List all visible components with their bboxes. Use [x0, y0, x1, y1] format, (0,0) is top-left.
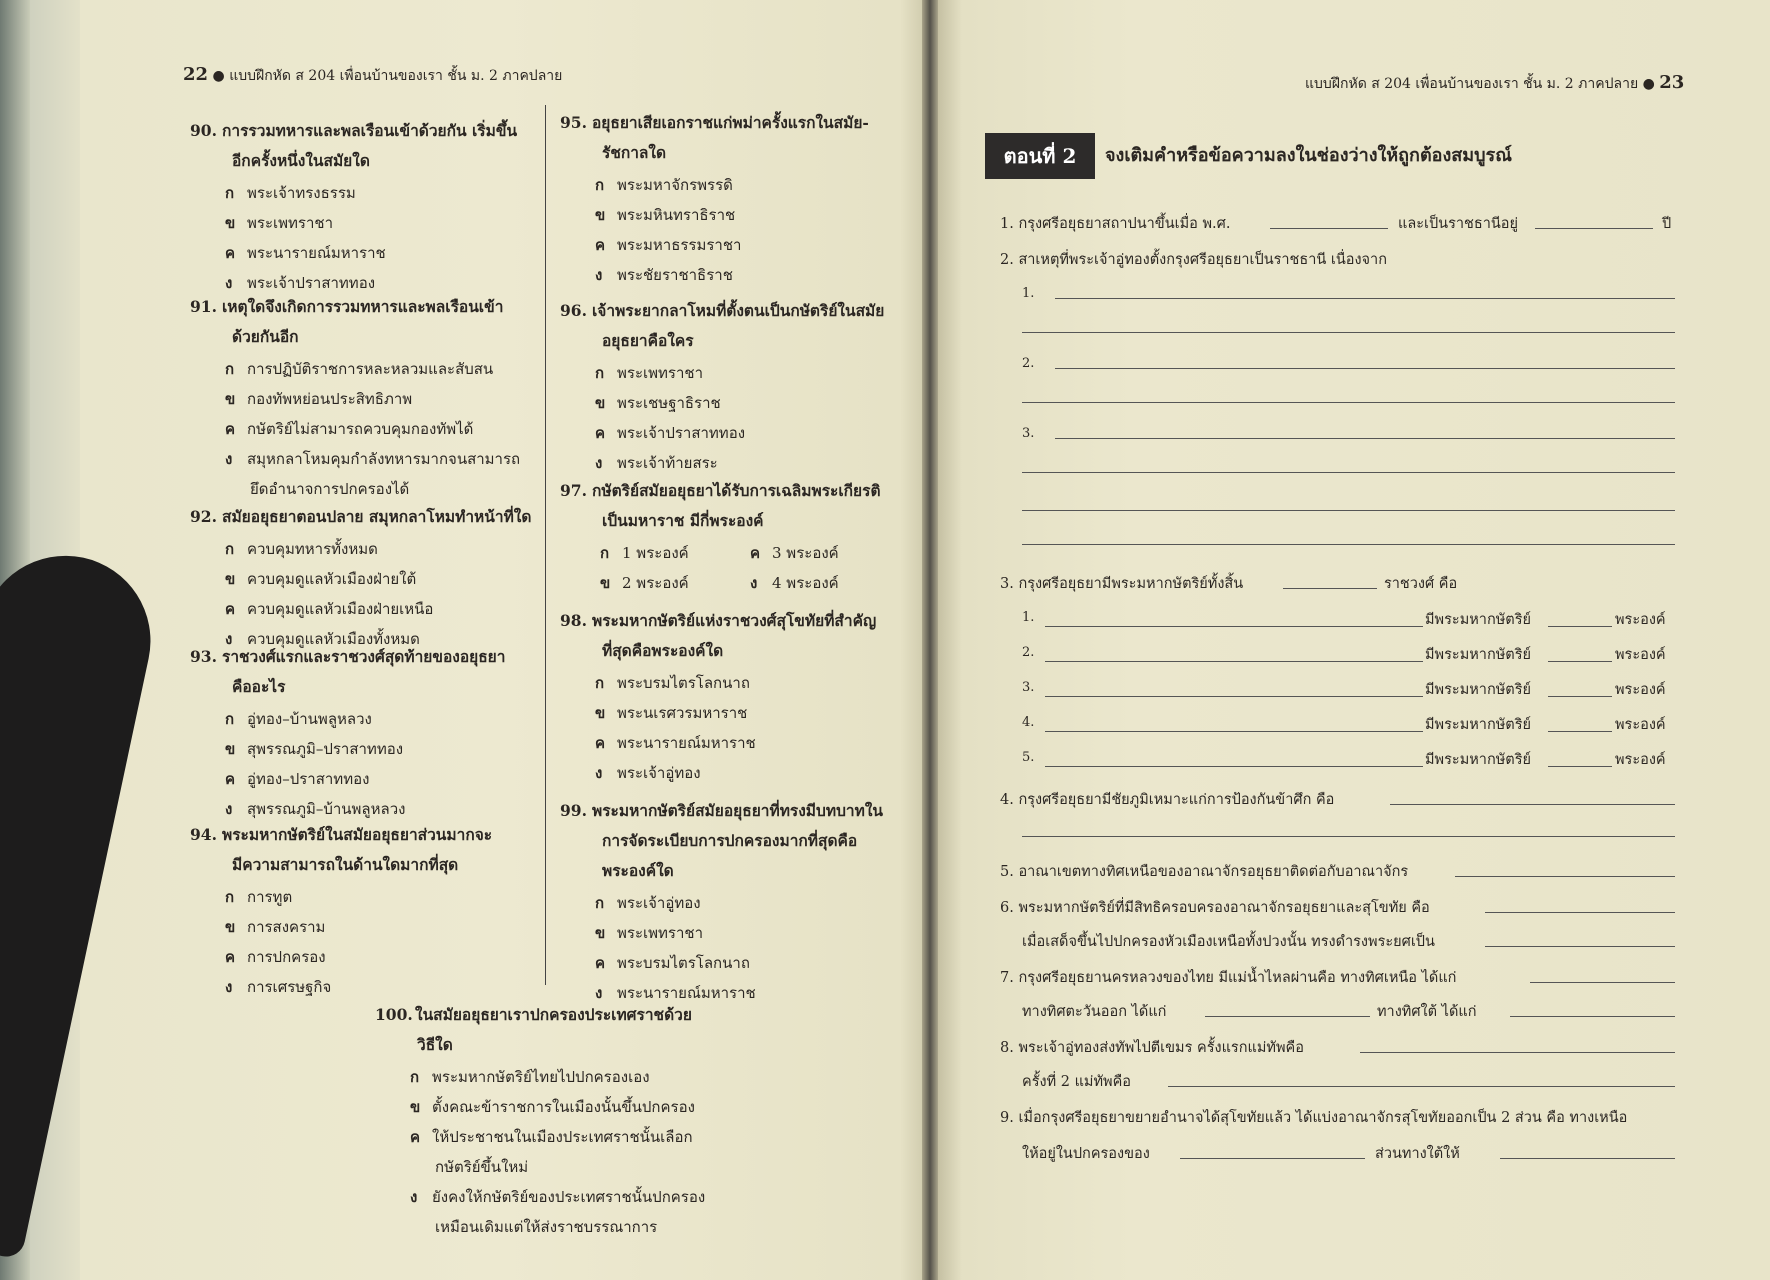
q3-end-text: พระองค์	[1615, 612, 1666, 628]
question-text: วิธีใด	[417, 1035, 453, 1054]
option-text: การทูต	[247, 888, 293, 906]
option-text: พระนารายณ์มหาราช	[247, 244, 386, 262]
answer-line	[1548, 661, 1612, 662]
question-text: ในสมัยอยุธยาเราปกครองประเทศราชด้วย	[415, 1005, 692, 1024]
answer-line	[1548, 766, 1612, 767]
option-letter: ง	[225, 800, 233, 818]
option-letter: ง	[595, 266, 603, 284]
answer-option	[225, 211, 333, 235]
answer-option	[225, 181, 356, 205]
q3-mid-text: มีพระมหากษัตริย์	[1425, 752, 1531, 768]
option-letter: ง	[595, 454, 603, 472]
option-text: สมุหกลาโหมคุมกำลังทหารมากจนสามารถ	[247, 450, 521, 468]
q3-item-number: 5.	[1022, 750, 1035, 765]
answer-line	[1045, 661, 1423, 662]
answer-option	[225, 797, 405, 821]
q4-text: 4. กรุงศรีอยุธยามีชัยภูมิเหมาะแก่การป้องกันข้าศึก คือ	[1000, 792, 1335, 808]
answer-option: ง 4 พระองค์	[750, 574, 839, 592]
answer-line	[1055, 438, 1675, 439]
q3-mid-text: มีพระมหากษัตริย์	[1425, 682, 1531, 698]
question-text: เหตุใดจึงเกิดการรวมทหารและพลเรือนเข้า	[222, 297, 504, 316]
option-letter: ข	[225, 390, 236, 408]
answer-option: ก 1 พระองค์	[600, 544, 689, 562]
option-letter: ง	[410, 1188, 418, 1206]
option-letter: ข	[225, 918, 236, 936]
option-text: ควบคุมดูแลหัวเมืองฝ่ายใต้	[247, 570, 417, 588]
option-text: พระชัยราชาธิราช	[617, 266, 733, 284]
option-text: พระนเรศวรมหาราช	[617, 704, 748, 722]
answer-option	[225, 885, 292, 909]
section-label: ตอนที่ 2	[985, 133, 1095, 179]
answer-option	[595, 263, 733, 287]
q6-text-b: เมื่อเสด็จขึ้นไปปกครองหัวเมืองเหนือทั้งปวงนั้น ทรงดำรงพระยศเป็น	[1022, 934, 1435, 950]
question-text: ที่สุดคือพระองค์ใด	[602, 641, 724, 660]
option-letter: ค	[410, 1128, 421, 1146]
option-text: พระเพทราชา	[617, 364, 703, 382]
option-text: พระบรมไตรโลกนาถ	[617, 674, 750, 692]
answer-option	[595, 391, 721, 415]
answer-line	[1485, 912, 1675, 913]
option-text: อู่ทอง–บ้านพลูหลวง	[247, 710, 372, 728]
option-letter: ก	[225, 184, 235, 202]
option-letter: ค	[225, 770, 236, 788]
option-letter: ข	[595, 394, 606, 412]
answer-line	[1530, 982, 1675, 983]
answer-option	[225, 241, 386, 265]
option-text: พระเจ้าอู่ทอง	[617, 764, 701, 782]
answer-line	[1022, 402, 1675, 403]
answer-line	[1510, 1016, 1675, 1017]
q3-item-number: 1.	[1022, 610, 1035, 625]
question-number: 94.	[190, 825, 217, 844]
answer-option	[595, 921, 703, 945]
option-text: พระเจ้าทรงธรรม	[247, 184, 356, 202]
question-number: 95.	[560, 113, 587, 132]
q3-end-text: พระองค์	[1615, 682, 1666, 698]
option-letter: ค	[225, 600, 236, 618]
answer-line	[1548, 626, 1612, 627]
question-number: 93.	[190, 647, 217, 666]
option-text: การเศรษฐกิจ	[247, 978, 332, 996]
option-letter: ค	[225, 420, 236, 438]
option-letter: ก	[225, 710, 235, 728]
answer-option: ค 3 พระองค์	[750, 544, 839, 562]
answer-line	[1535, 228, 1653, 229]
q8-text-a: 8. พระเจ้าอู่ทองส่งทัพไปตีเขมร ครั้งแรกแม่ทัพคือ	[1000, 1040, 1304, 1056]
option-letter: ข	[595, 206, 606, 224]
option-text: พระเจ้าปราสาททอง	[617, 424, 746, 442]
question-number: 92.	[190, 507, 217, 526]
option-text: ยังคงให้กษัตริย์ของประเทศราชนั้นปกครอง	[432, 1188, 706, 1206]
answer-line	[1500, 1158, 1675, 1159]
q3-item-number: 2.	[1022, 645, 1035, 660]
answer-line	[1205, 1016, 1370, 1017]
answer-line	[1022, 510, 1675, 511]
q9-text-b: ให้อยู่ในปกครองของ	[1022, 1146, 1150, 1162]
answer-option	[225, 737, 403, 761]
answer-option	[410, 1125, 693, 1149]
bullet-icon: ●	[212, 68, 230, 84]
question-text: สมัยอยุธยาตอนปลาย สมุหกลาโหมทำหน้าที่ใด	[222, 507, 532, 526]
column-divider	[545, 105, 546, 985]
option-text: ควบคุมดูแลหัวเมืองฝ่ายเหนือ	[247, 600, 434, 618]
option-text: การปกครอง	[247, 948, 326, 966]
q9-text-a: 9. เมื่อกรุงศรีอยุธยาขยายอำนาจได้สุโขทัยแล้ว ได้แบ่งอาณาจักรสุโขทัยออกเป็น 2 ส่วน คือ ทางเหนือ	[1000, 1110, 1628, 1126]
option-letter: ก	[595, 894, 605, 912]
right-header	[1305, 72, 1684, 95]
option-text: ให้ประชาชนในเมืองประเทศราชนั้นเลือก	[432, 1128, 693, 1146]
q3-end-text: พระองค์	[1615, 752, 1666, 768]
answer-option	[595, 421, 745, 445]
q1-text-b: และเป็นราชธานีอยู่	[1398, 216, 1518, 232]
question-text: พระมหากษัตริย์ในสมัยอยุธยาส่วนมากจะ	[222, 825, 493, 844]
option-letter: ข	[225, 570, 236, 588]
q3-end-text: พระองค์	[1615, 717, 1666, 733]
answer-option	[595, 451, 718, 475]
answer-option	[225, 567, 416, 591]
question-text: มีความสามารถในด้านใดมากที่สุด	[232, 855, 459, 874]
q3-end-text: พระองค์	[1615, 647, 1666, 663]
option-letter: ง	[225, 450, 233, 468]
q3-text-a: 3. กรุงศรีอยุธยามีพระมหากษัตริย์ทั้งสิ้น	[1000, 576, 1244, 592]
answer-option	[595, 233, 741, 257]
answer-line	[1548, 696, 1612, 697]
option-letter: ข	[595, 924, 606, 942]
q7-text-b: ทางทิศตะวันออก ได้แก่	[1022, 1004, 1167, 1020]
q1-text-c: ปี	[1662, 216, 1672, 232]
q3-item-number: 3.	[1022, 680, 1035, 695]
option-letter: ข	[595, 704, 606, 722]
question-text: เป็นมหาราช มีกี่พระองค์	[602, 511, 764, 530]
answer-line	[1455, 876, 1675, 877]
question-number: 90.	[190, 121, 217, 140]
option-text: พระนารายณ์มหาราช	[617, 984, 756, 1002]
q3-item-number: 4.	[1022, 715, 1035, 730]
option-text: ควบคุมดูแลหัวเมืองทั้งหมด	[247, 630, 420, 648]
question-number: 91.	[190, 297, 217, 316]
question-number: 98.	[560, 611, 587, 630]
option-letter: ค	[225, 948, 236, 966]
option-text: พระเชษฐาธิราช	[617, 394, 721, 412]
q5-text: 5. อาณาเขตทางทิศเหนือของอาณาจักรอยุธยาติดต่อกับอาณาจักร	[1000, 864, 1409, 880]
option-letter: ค	[595, 954, 606, 972]
option-letter: ค	[595, 734, 606, 752]
q3-mid-text: มีพระมหากษัตริย์	[1425, 612, 1531, 628]
answer-option	[225, 915, 325, 939]
answer-option	[225, 447, 520, 471]
left-header-title: แบบฝึกหัด ส 204 เพื่อนบ้านของเรา ชั้น ม. 2 ภาคปลาย	[229, 68, 563, 84]
answer-line	[1485, 946, 1675, 947]
answer-option	[225, 975, 331, 999]
q3-text-b: ราชวงศ์ คือ	[1384, 576, 1458, 592]
option-letter: ค	[595, 236, 606, 254]
answer-option	[595, 203, 735, 227]
option-text: พระมหากษัตริย์ไทยไปปกครองเอง	[432, 1068, 650, 1086]
option-letter: ก	[225, 540, 235, 558]
option-letter: ง	[225, 630, 233, 648]
question-text: อีกครั้งหนึ่งในสมัยใด	[232, 151, 370, 170]
answer-line	[1022, 472, 1675, 473]
option-text: พระบรมไตรโลกนาถ	[617, 954, 750, 972]
answer-option	[595, 761, 701, 785]
answer-option	[595, 891, 701, 915]
option-text: ควบคุมทหารทั้งหมด	[247, 540, 378, 558]
option-letter: ก	[225, 888, 235, 906]
left-header	[183, 64, 562, 87]
right-header-title: แบบฝึกหัด ส 204 เพื่อนบ้านของเรา ชั้น ม. 2 ภาคปลาย	[1305, 76, 1639, 92]
answer-line	[1045, 766, 1423, 767]
section-title: จงเติมคำหรือข้อความลงในช่องว่างให้ถูกต้องสมบูรณ์	[1105, 145, 1512, 166]
option-letter: ก	[595, 674, 605, 692]
question-number: 96.	[560, 301, 587, 320]
option-text: อู่ทอง–ปราสาททอง	[247, 770, 370, 788]
question-text: การรวมทหารและพลเรือนเข้าด้วยกัน เริ่มขึ้น	[222, 121, 518, 140]
option-text: พระมหาธรรมราชา	[617, 236, 742, 254]
answer-option	[410, 1065, 650, 1089]
q9-text-c: ส่วนทางใต้ให้	[1375, 1146, 1460, 1162]
answer-line	[1045, 731, 1423, 732]
answer-line	[1548, 731, 1612, 732]
q1-text-a: 1. กรุงศรีอยุธยาสถาปนาขึ้นเมื่อ พ.ศ.	[1000, 216, 1231, 232]
answer-option	[595, 173, 733, 197]
answer-option	[595, 671, 750, 695]
q6-text-a: 6. พระมหากษัตริย์ที่มีสิทธิครอบครองอาณาจักรอยุธยาและสุโขทัย คือ	[1000, 900, 1430, 916]
question-text: รัชกาลใด	[602, 143, 667, 162]
option-letter: ก	[225, 360, 235, 378]
option-letter: ง	[225, 274, 233, 292]
answer-option	[225, 537, 378, 561]
question-text: ด้วยกันอีก	[232, 327, 299, 346]
option-continuation: กษัตริย์ขึ้นใหม่	[435, 1158, 529, 1176]
answer-option	[225, 945, 326, 969]
answer-line	[1055, 368, 1675, 369]
question-text: พระมหากษัตริย์แห่งราชวงศ์สุโขทัยที่สำคัญ	[592, 611, 877, 630]
option-text: พระเจ้าอู่ทอง	[617, 894, 701, 912]
q2-item-number: 2.	[1022, 356, 1035, 371]
option-text: พระเพทราชา	[247, 214, 333, 232]
option-continuation: เหมือนเดิมแต่ให้ส่งราชบรรณาการ	[435, 1218, 658, 1236]
option-text: พระเจ้าท้ายสระ	[617, 454, 718, 472]
answer-line	[1022, 836, 1675, 837]
question-text: อยุธยาคือใคร	[602, 331, 694, 350]
question-number: 100.	[375, 1005, 413, 1024]
option-text: ตั้งคณะข้าราชการในเมืองนั้นขึ้นปกครอง	[432, 1098, 695, 1116]
q2-text: 2. สาเหตุที่พระเจ้าอู่ทองตั้งกรุงศรีอยุธยาเป็นราชธานี เนื่องจาก	[1000, 252, 1387, 268]
option-letter: ค	[595, 424, 606, 442]
answer-line	[1022, 332, 1675, 333]
answer-option	[595, 701, 747, 725]
answer-option	[225, 357, 493, 381]
answer-line	[1045, 626, 1423, 627]
answer-option	[410, 1185, 705, 1209]
answer-line	[1390, 804, 1675, 805]
answer-option	[410, 1095, 695, 1119]
bullet-icon: ●	[1642, 76, 1660, 92]
option-text: การปฏิบัติราชการหละหลวมและสับสน	[247, 360, 494, 378]
question-text: การจัดระเบียบการปกครองมากที่สุดคือ	[602, 831, 858, 850]
option-letter: ง	[225, 978, 233, 996]
answer-option	[225, 707, 372, 731]
q8-text-b: ครั้งที่ 2 แม่ทัพคือ	[1022, 1074, 1131, 1090]
option-text: พระเจ้าปราสาททอง	[247, 274, 376, 292]
option-letter: ง	[595, 764, 603, 782]
q2-item-number: 3.	[1022, 426, 1035, 441]
answer-line	[1022, 544, 1675, 545]
answer-option	[595, 361, 703, 385]
q2-item-number: 1.	[1022, 286, 1035, 301]
option-letter: ก	[595, 364, 605, 382]
option-letter: ค	[225, 244, 236, 262]
answer-line	[1168, 1086, 1675, 1087]
answer-line	[1045, 696, 1423, 697]
answer-option	[225, 597, 433, 621]
option-text: พระมหินทราธิราช	[617, 206, 736, 224]
option-letter: ง	[595, 984, 603, 1002]
q3-mid-text: มีพระมหากษัตริย์	[1425, 647, 1531, 663]
answer-option	[595, 731, 756, 755]
answer-option	[225, 417, 473, 441]
right-page-number: 23	[1659, 72, 1685, 93]
q7-text-c: ทางทิศใต้ ได้แก่	[1377, 1004, 1477, 1020]
option-text: การสงคราม	[247, 918, 326, 936]
answer-line	[1270, 228, 1388, 229]
question-text: พระมหากษัตริย์สมัยอยุธยาที่ทรงมีบทบาทใน	[592, 801, 884, 820]
option-letter: ข	[225, 214, 236, 232]
answer-option	[225, 767, 369, 791]
answer-line	[1055, 298, 1675, 299]
option-text: สุพรรณภูมิ–ปราสาททอง	[247, 740, 404, 758]
option-text: กองทัพหย่อนประสิทธิภาพ	[247, 390, 413, 408]
question-text: กษัตริย์สมัยอยุธยาได้รับการเฉลิมพระเกียรติ	[592, 481, 881, 500]
option-letter: ก	[595, 176, 605, 194]
question-number: 97.	[560, 481, 587, 500]
option-text: กษัตริย์ไม่สามารถควบคุมกองทัพได้	[247, 420, 474, 438]
option-text: พระนารายณ์มหาราช	[617, 734, 756, 752]
question-number: 99.	[560, 801, 587, 820]
answer-line	[1180, 1158, 1365, 1159]
answer-option: ข 2 พระองค์	[600, 574, 689, 592]
question-text: อยุธยาเสียเอกราชแก่พม่าครั้งแรกในสมัย-	[592, 113, 869, 132]
book-gutter	[922, 0, 938, 1280]
option-text: พระมหาจักรพรรดิ	[617, 176, 733, 194]
question-text: ราชวงศ์แรกและราชวงศ์สุดท้ายของอยุธยา	[222, 647, 506, 666]
q7-text-a: 7. กรุงศรีอยุธยานครหลวงของไทย มีแม่น้ำไหลผ่านคือ ทางทิศเหนือ ได้แก่	[1000, 970, 1457, 986]
answer-line	[1283, 588, 1377, 589]
question-text: พระองค์ใด	[602, 861, 674, 880]
option-letter: ข	[410, 1098, 421, 1116]
q3-mid-text: มีพระมหากษัตริย์	[1425, 717, 1531, 733]
option-text: สุพรรณภูมิ–บ้านพลูหลวง	[247, 800, 406, 818]
option-letter: ข	[225, 740, 236, 758]
option-letter: ก	[410, 1068, 420, 1086]
option-text: พระเพทราชา	[617, 924, 703, 942]
question-text: เจ้าพระยากลาโหมที่ตั้งตนเป็นกษัตริย์ในสมัย	[592, 301, 885, 320]
answer-option	[595, 951, 750, 975]
question-text: คืออะไร	[232, 677, 286, 696]
answer-option	[225, 387, 412, 411]
answer-line	[1360, 1052, 1675, 1053]
option-continuation: ยึดอำนาจการปกครองได้	[250, 480, 410, 498]
left-page-number: 22	[183, 64, 209, 85]
